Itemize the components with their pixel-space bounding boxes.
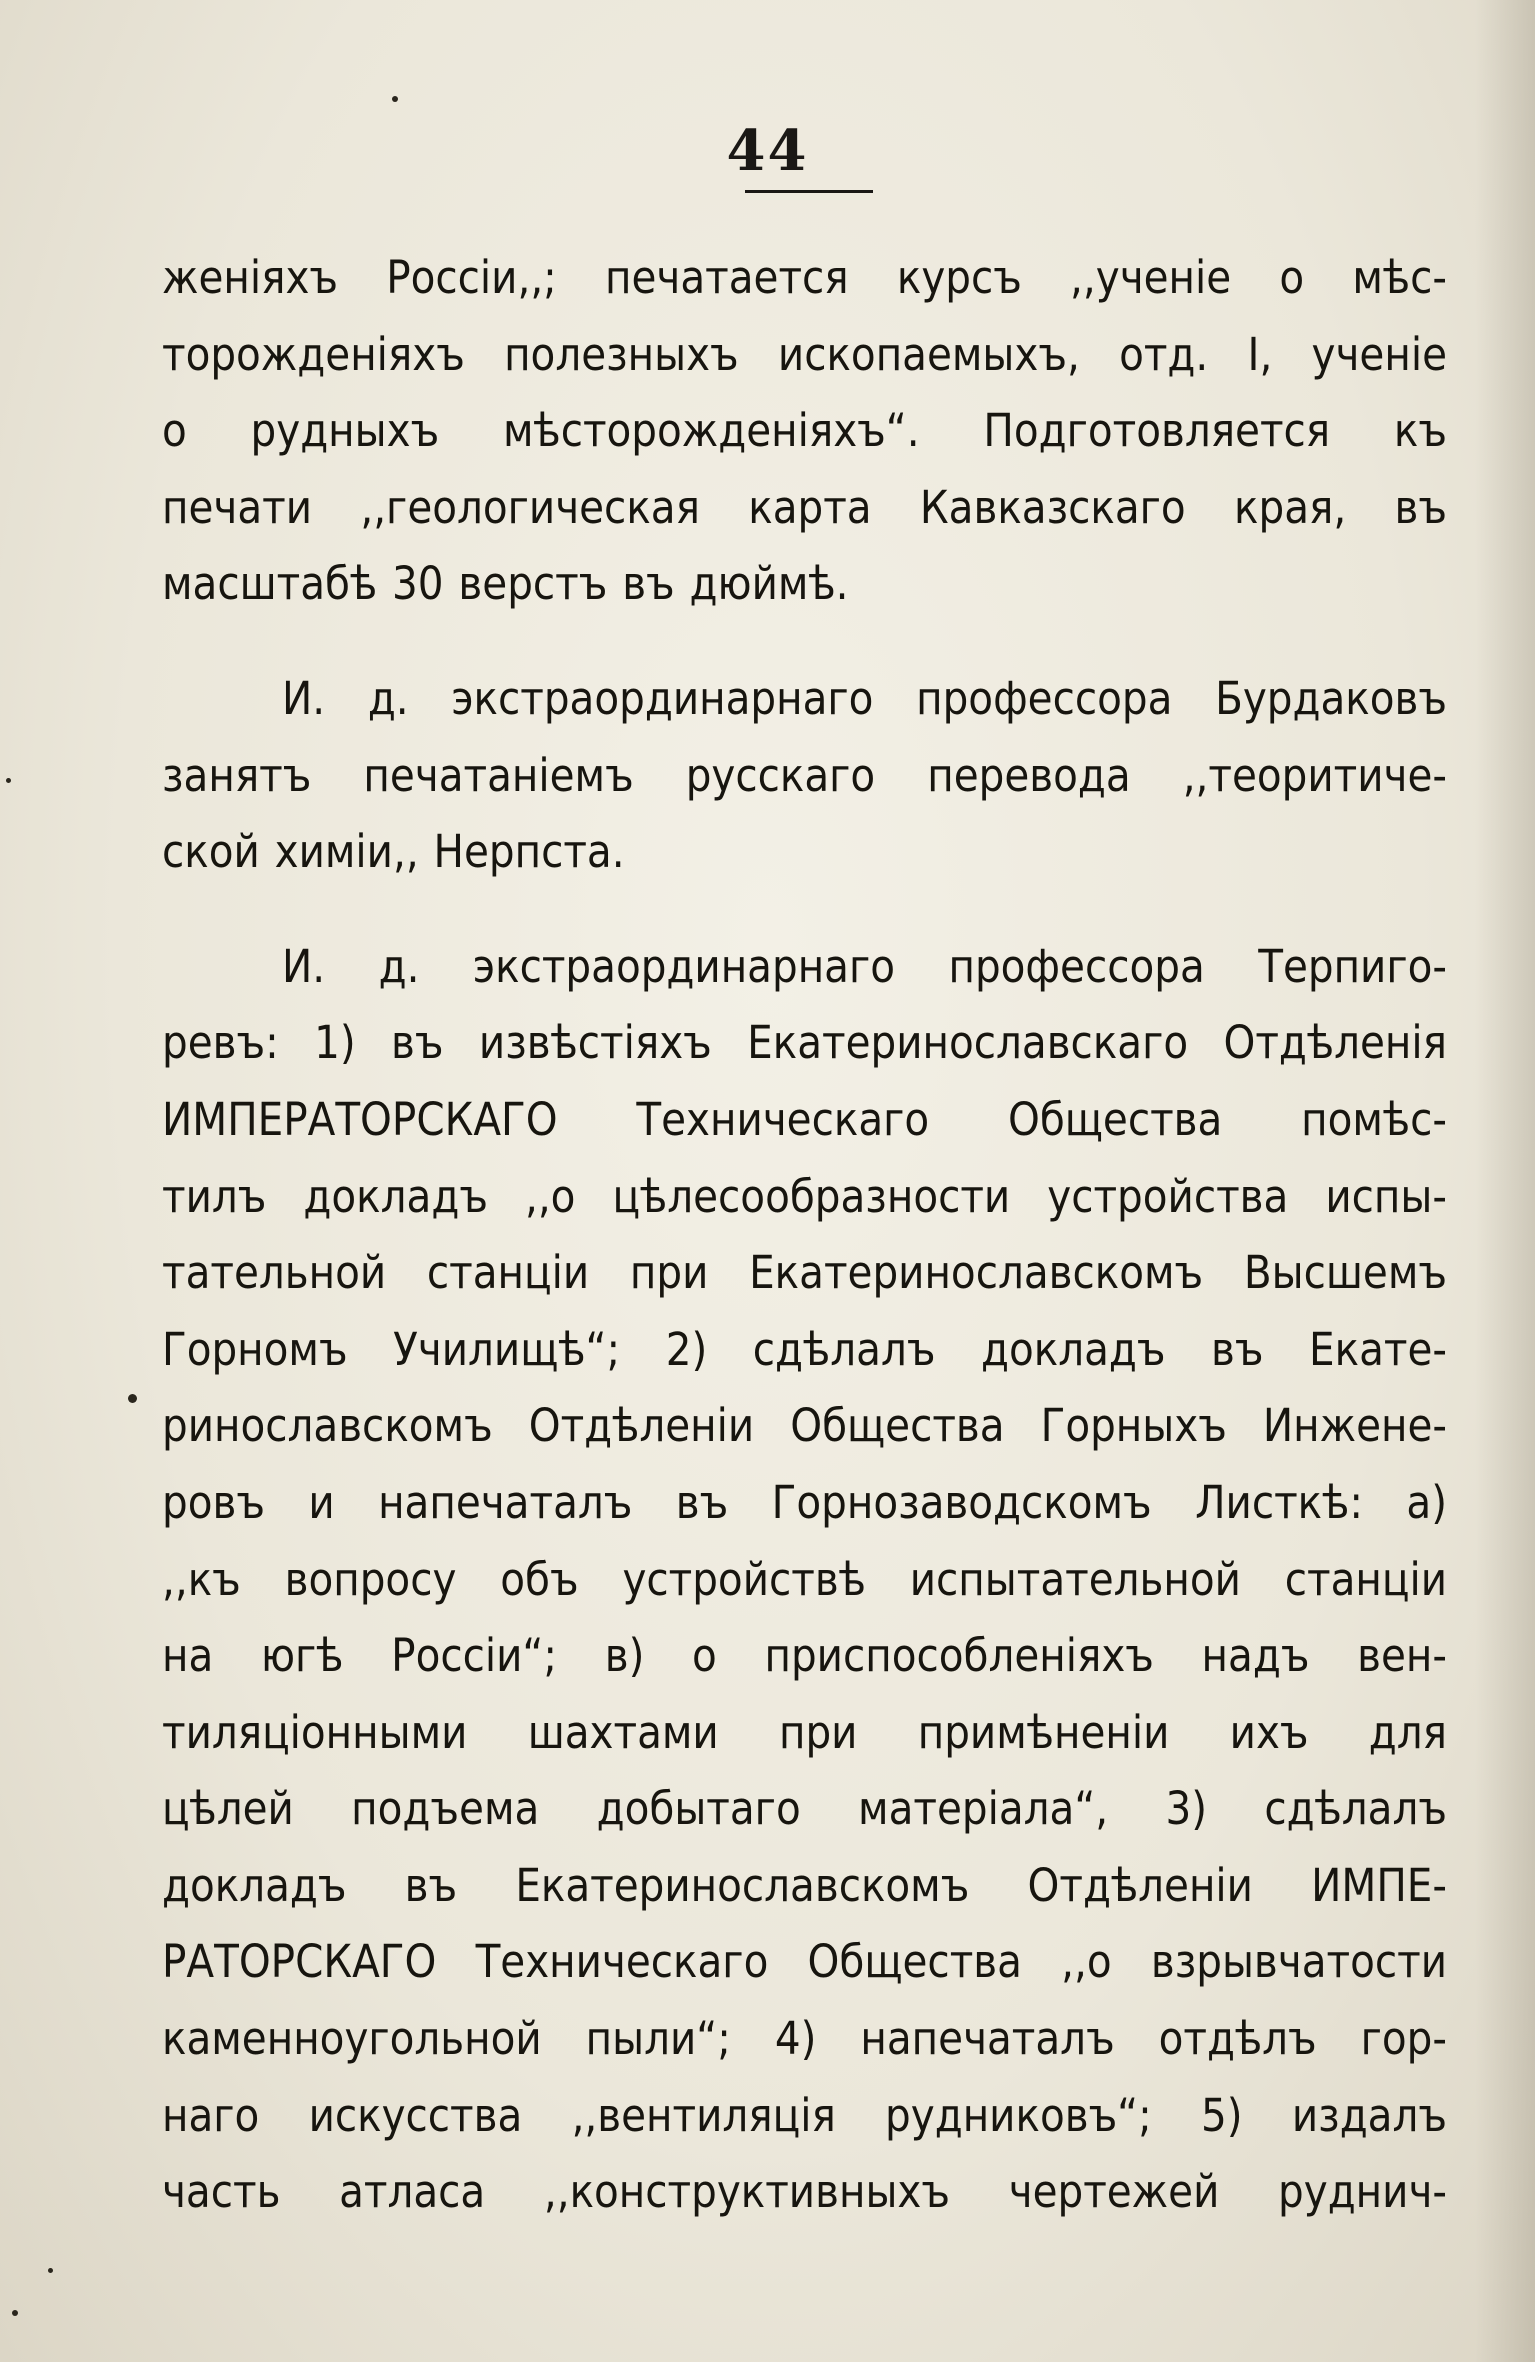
speck	[128, 1394, 137, 1403]
text-line: ринославскомъ Отдѣленіи Общества Горныхъ Инжене-	[162, 1399, 1447, 1453]
text-line: И. д. экстраординарнаго профессора Терпиго-	[282, 939, 1447, 993]
speck	[48, 2268, 53, 2273]
text-line: занятъ печатаніемъ русскаго перевода ,,теоритиче-	[162, 748, 1447, 802]
text-line: цѣлей подъема добытаго матеріала“, 3) сдѣлалъ	[162, 1782, 1447, 1836]
text-line: женіяхъ Россіи,,; печатается курсъ ,,ученіе о мѣс-	[162, 251, 1447, 304]
speck	[12, 2310, 18, 2316]
text-line: масштабѣ 30 верстъ въ дюймѣ.	[162, 557, 849, 611]
text-line: тательной станціи при Екатеринославскомъ Высшемъ	[162, 1246, 1447, 1300]
page-number: 44	[726, 118, 809, 184]
text-line: торожденіяхъ полезныхъ ископаемыхъ, отд. I, ученіе	[162, 327, 1447, 381]
text-line: наго искусства ,,вентиляція рудниковъ“; 5) издалъ	[162, 2088, 1447, 2142]
text-line: каменноугольной пыли“; 4) напечаталъ отдѣлъ гор-	[162, 2012, 1447, 2066]
text-line: ревъ: 1) въ извѣстіяхъ Екатеринославскаго Отдѣленія	[162, 1016, 1447, 1070]
text-line: ИМПЕРАТОРСКАГО Техническаго Общества помѣс-	[162, 1092, 1447, 1146]
text-line: тилъ докладъ ,,о цѣлесообразности устройства испы-	[162, 1169, 1447, 1223]
text-line: И. д. экстраординарнаго профессора Бурдаковъ	[282, 671, 1447, 725]
text-line: печати ,,геологическая карта Кавказскаго края, въ	[162, 480, 1447, 534]
text-line: ,,къ вопросу объ устройствѣ испытательной станціи	[162, 1552, 1447, 1606]
text-line: часть атласа ,,конструктивныхъ чертежей руднич-	[162, 2165, 1447, 2219]
text-line: ской химіи,, Нерпста.	[162, 825, 625, 879]
text-line: докладъ въ Екатеринославскомъ Отдѣленіи ИМПЕ-	[162, 1858, 1447, 1912]
text-line: на югѣ Россіи“; в) о приспособленіяхъ надъ вен-	[162, 1629, 1447, 1683]
text-line: ровъ и напечаталъ въ Горнозаводскомъ Листкѣ: а)	[162, 1475, 1447, 1529]
speck	[392, 96, 398, 102]
text-line: РАТОРСКАГО Техническаго Общества ,,о взрывчатости	[162, 1935, 1447, 1989]
text-line: Горномъ Училищѣ“; 2) сдѣлалъ докладъ въ Екате-	[162, 1322, 1447, 1376]
text-line: о рудныхъ мѣсторожденіяхъ“. Подготовляется къ	[162, 404, 1447, 458]
text-line: тиляціонными шахтами при примѣненіи ихъ для	[162, 1705, 1447, 1759]
speck	[6, 778, 11, 783]
